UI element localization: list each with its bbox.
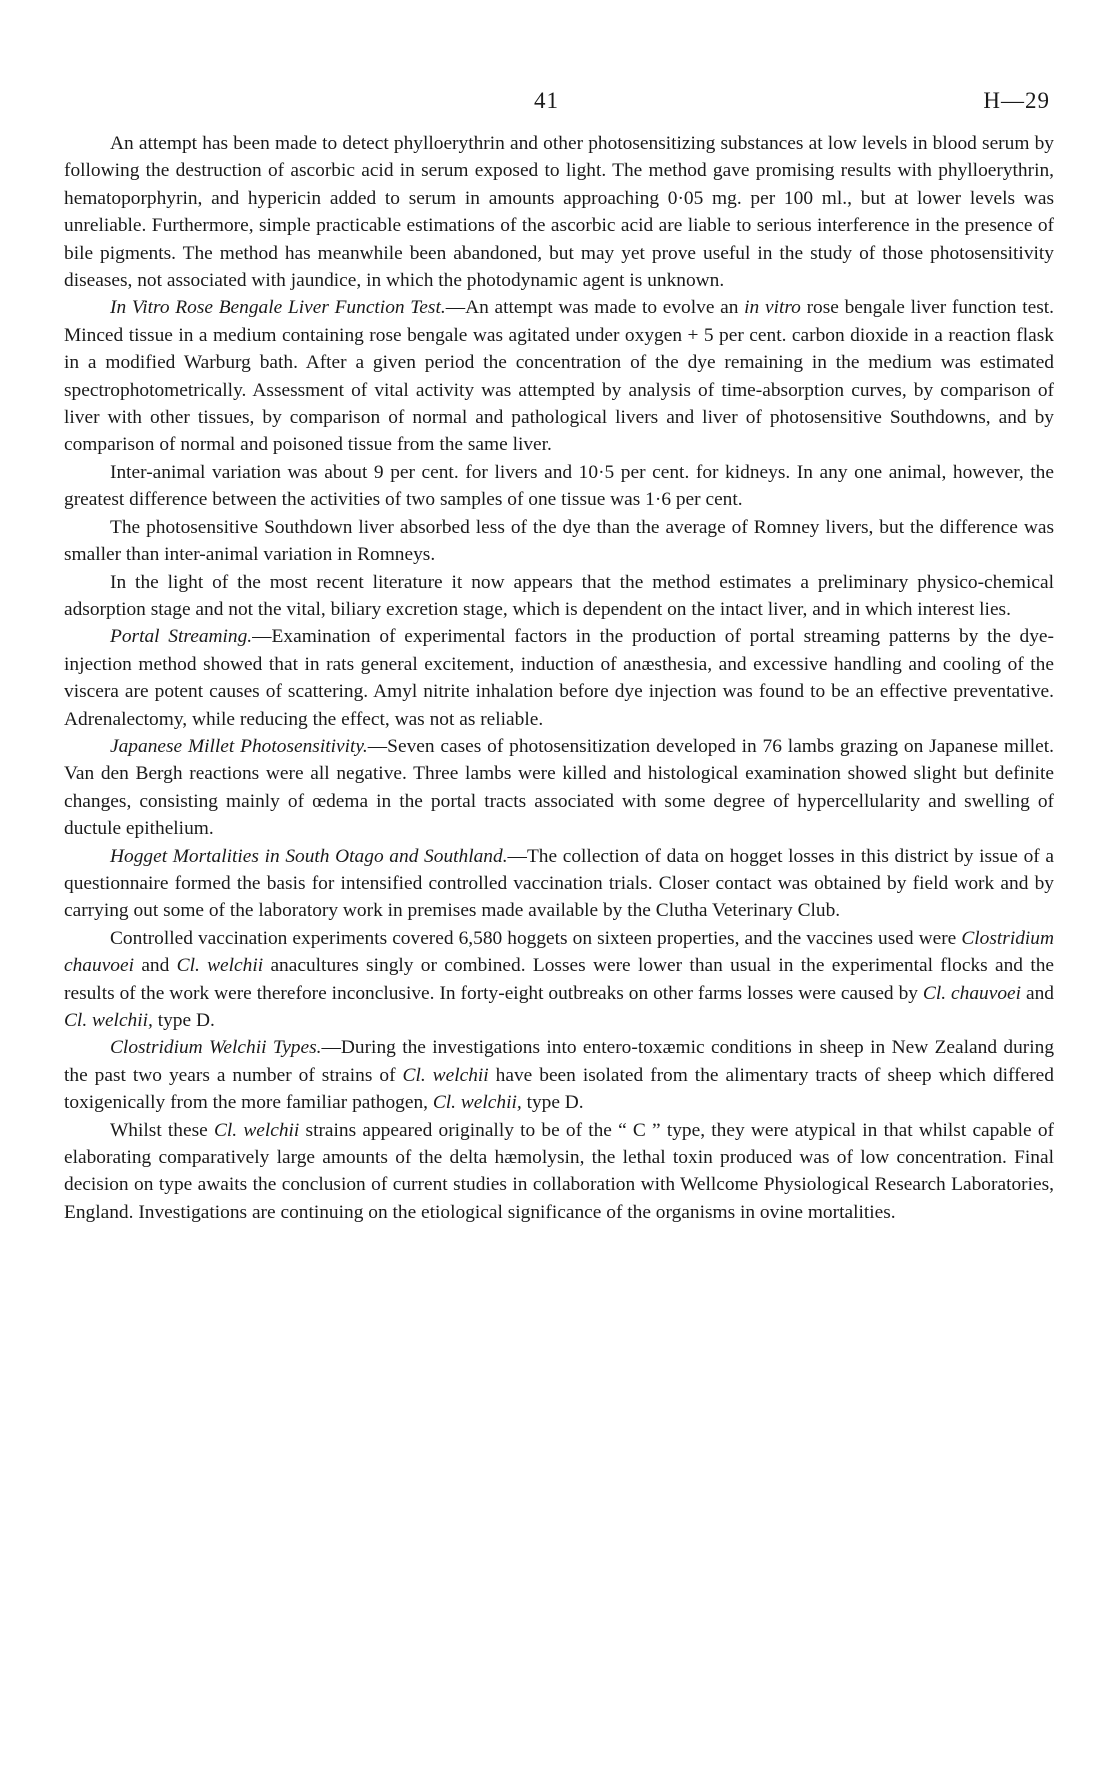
paragraph bbox=[64, 623, 1054, 733]
paragraph bbox=[64, 514, 1054, 569]
paragraph-text: Controlled vaccination experiments covered 6,580 hoggets on sixteen properties, and the vaccines used were bbox=[110, 927, 962, 949]
paragraph-text: Whilst these bbox=[110, 1119, 214, 1141]
paragraph bbox=[64, 569, 1054, 624]
paragraph-text: Inter-animal variation was about 9 per cent. for livers and 10·5 per cent. for kidneys. In any one animal, however, the greatest difference between the activities of two samples of one tissue was 1·6 per cent. bbox=[64, 461, 1054, 511]
report-code: H—29 bbox=[983, 88, 1050, 113]
paragraph-text: and bbox=[134, 955, 177, 977]
paragraph-text: The photosensitive Southdown liver absorbed less of the dye than the average of Romney livers, but the difference was smaller than inter-animal variation in Romneys. bbox=[64, 516, 1054, 566]
paragraph-text: In the light of the most recent literature it now appears that the method estimates a preliminary physico-chemical adsorption stage and not the vital, biliary excretion stage, which is dependent on the intact liver, and in which interest lies. bbox=[64, 571, 1054, 620]
paragraph-text: anacultures singly or combined. Losses were lower than usual in the experimental flocks and the results of the work were therefore inconclusive. In forty-eight outbreaks on other farms losses were caused by bbox=[64, 955, 1055, 1004]
italic-text: Cl. welchii bbox=[176, 955, 264, 977]
italic-text: Cl. welchii bbox=[402, 1064, 489, 1086]
italic-text: In Vitro Rose Bengale Liver Function Test. bbox=[110, 297, 446, 319]
italic-text: Hogget Mortalities in South Otago and Southland. bbox=[110, 845, 508, 867]
paragraph-text: type D. bbox=[152, 1010, 215, 1031]
paragraph-text: and bbox=[1021, 982, 1054, 1004]
paragraph bbox=[64, 733, 1054, 843]
paragraph-text: type D. bbox=[521, 1092, 584, 1114]
paragraph bbox=[64, 1117, 1054, 1227]
body-text bbox=[64, 130, 1054, 1226]
paragraph bbox=[64, 843, 1054, 925]
paragraph-text: have been isolated from the alimentary tracts of sheep which differed toxigenically from the more familiar pathogen, bbox=[64, 1064, 1054, 1114]
italic-text: Cl. chauvoei bbox=[922, 982, 1022, 1004]
paragraph-text: strains appeared originally to be of the “ C ” type, they were atypical in that whilst capable of elaborating comparatively large amounts of the delta hæmolysin, the lethal toxin produced was of low concentration. Final decision on type awaits the conclusion of current studies in collaboration with Wellcome Physiological Research Laboratories, England. Investigations are continuing on the etiological significance of the organisms in ovine mortalities. bbox=[64, 1119, 1054, 1223]
paragraph bbox=[64, 1034, 1054, 1116]
paragraph-text: rose bengale liver function test. Minced tissue in a medium containing rose bengale was agitated under oxygen + 5 per cent. carbon dioxide in a reaction flask in a modified Warburg bath. After a given period the concentration of the dye remaining in the medium was estimated spectrophotometrically. Assessment of vital activity was attempted by analysis of time-absorption curves, by comparison of liver with other tissues, by comparison of normal and pathological livers and liver of photosensitive Southdowns, and by comparison of normal and poisoned tissue from the same liver. bbox=[64, 297, 1054, 456]
italic-text: Cl. welchii, bbox=[432, 1092, 522, 1114]
paragraph bbox=[64, 294, 1054, 458]
paragraph bbox=[64, 925, 1054, 1035]
paragraph bbox=[64, 130, 1054, 294]
page-header bbox=[64, 78, 1054, 130]
italic-text: Cl. welchii bbox=[213, 1119, 300, 1141]
italic-text: in vitro bbox=[744, 297, 801, 319]
paragraph-text: —During the investigations into entero-toxæmic conditions in sheep in New Zealand during the past two years a number of strains of bbox=[64, 1037, 1055, 1086]
italic-text: Clostridium chauvoei bbox=[64, 927, 1054, 977]
paragraph bbox=[64, 459, 1054, 514]
paragraph-text: —The collection of data on hogget losses in this district by issue of a questionnaire formed the basis for intensified controlled vaccination trials. Closer contact was obtained by field work and by carrying out some of the laboratory work in premises made available by the Clutha Veterinary Club. bbox=[64, 845, 1054, 922]
paragraph-text: —Seven cases of photosensitization developed in 76 lambs grazing on Japanese millet. Van den Bergh reactions were all negative. Three lambs were killed and histological examination showed slight but definite changes, consisting mainly of œdema in the portal tracts associated with some degree of hypercellularity and swelling of ductule epithelium. bbox=[64, 735, 1054, 840]
paragraph-text: An attempt has been made to detect phylloerythrin and other photosensitizing substances at low levels in blood serum by following the destruction of ascorbic acid in serum exposed to light. The method gave promising results with phylloerythrin, hematoporphyrin, and hypericin added to serum in amounts approaching 0·05 mg. per 100 ml., but at lower levels was unreliable. Furthermore, simple practicable estimations of the ascorbic acid are liable to serious interference in the presence of bile pigments. The method has meanwhile been abandoned, but may yet prove useful in the study of those photosensitivity diseases, not associated with jaundice, in which the photodynamic agent is unknown. bbox=[64, 133, 1054, 292]
paragraph-text: —An attempt was made to evolve an bbox=[445, 297, 745, 319]
italic-text: Clostridium Welchii Types. bbox=[110, 1037, 322, 1059]
italic-text: Portal Streaming. bbox=[110, 626, 253, 648]
page-number: 41 bbox=[534, 88, 559, 113]
paragraph-text: —Examination of experimental factors in the production of portal streaming patterns by the dye-injection method showed that in rats general excitement, induction of anæsthesia, and excessive handling and cooling of the viscera are potent causes of scattering. Amyl nitrite inhalation before dye injection was found to be an effective preventative. Adrenalectomy, while reducing the effect, was not as reliable. bbox=[64, 626, 1054, 730]
italic-text: Japanese Millet Photosensitivity. bbox=[110, 735, 368, 757]
italic-text: Cl. welchii, bbox=[64, 1010, 153, 1031]
